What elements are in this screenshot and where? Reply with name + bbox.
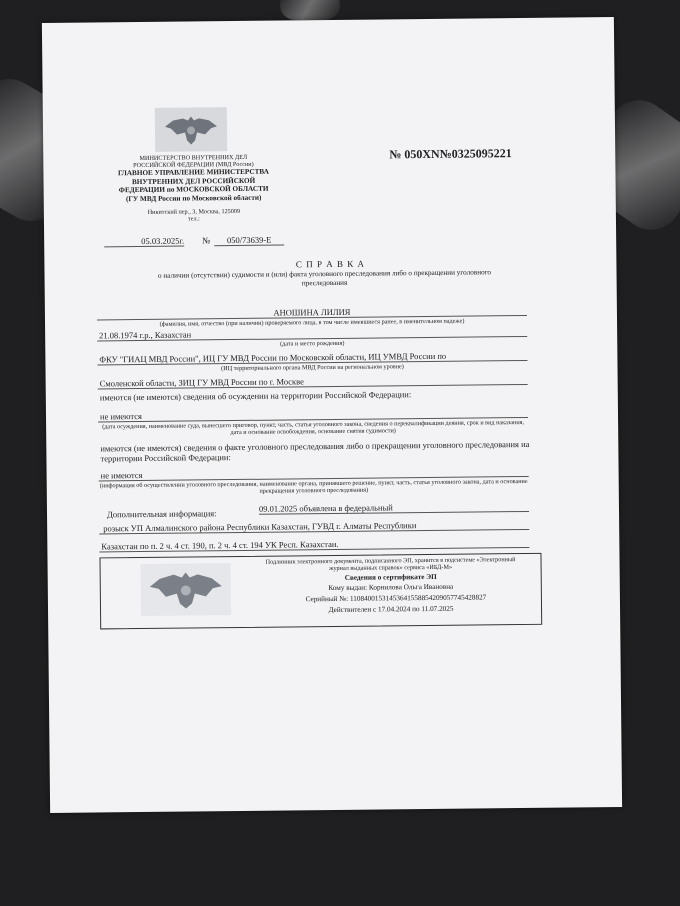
birth-caption: (дата и место рождения) [280, 339, 345, 348]
org-line-3: ГЛАВНОЕ УПРАВЛЕНИЕ МИНИСТЕРСТВА [117, 167, 269, 178]
org-line-5: ФЕДЕРАЦИИ по МОСКОВСКОЙ ОБЛАСТИ [118, 184, 269, 195]
prosecution-caption: (информация об осуществлении уголовного преследования, наименование органа, принявшего решение, пункт, часть, статья уголовного закона, дата и основание прекращения уголовного преследования) [99, 477, 528, 495]
address: Никитский пер., 3, Москва, 125009 [147, 207, 241, 216]
document-subtitle: о наличии (отсутствии) судимости и (или) факта уголовного преследования либо о прекращении уголовного преследования [157, 268, 492, 287]
certificate-emblem [141, 563, 232, 616]
issuer-caption: (ИЦ территориального органа МВД России на региональном уровне) [221, 363, 404, 373]
issue-date: 05.03.2025г. [104, 236, 184, 248]
certificate-issued-to: Кому выдан: Корнилова Ольга Ивановна [328, 582, 454, 593]
prosecution-heading: имеются (не имеются) сведения о факте уголовного преследования либо о прекращении уголовного преследования на территории Российской Федерации: [100, 438, 530, 464]
certificate-document [42, 17, 622, 813]
convictions-caption: (дата осуждения, наименование суда, вынесшего приговор, пункт, часть, статья уголовного закона, сведения о переквалификации деяния, срок и вид наказания, дата и основание освобождения, основание снятия судимости) [102, 418, 525, 437]
additional-line-2: розыск УП Алмалинского района Республики Казахстан, ГУВД г. Алматы Республики [103, 520, 417, 534]
birth-info: 21.08.1974 г.р., Казахстан [99, 329, 192, 341]
name-caption: (фамилия, имя, отчество (при наличии) проверяемого лица, в том числе имевшиеся ранее, в именительном падеже) [159, 317, 465, 328]
certificate-note: Подлинник электронного документа, подписанного ЭП, хранится в подсистеме «Электронный журнал выданных справок» сервиса «ИБД-М» [265, 556, 516, 573]
emblem-top [155, 107, 227, 152]
org-line-2: РОССИЙСКОЙ ФЕДЕРАЦИИ (МВД России) [133, 160, 254, 170]
convictions-value: не имеются [99, 410, 142, 422]
convictions-heading: имеются (не имеются) сведения об осуждении на территории Российской Федерации: [99, 389, 412, 403]
org-line-1: МИНИСТЕРСТВО ВНУТРЕННИХ ДЕЛ [139, 153, 248, 163]
certificate-title: Сведения о сертификате ЭП [344, 572, 437, 582]
document-title: С П Р А В К А [295, 258, 365, 270]
background-glare-top [280, 0, 340, 20]
issuer-line-1: ФКУ "ГИАЦ МВД России", ИЦ ГУ МВД России по Московской области, ИЦ УМВД России по [99, 350, 447, 365]
org-line-4: ВНУТРЕННИХ ДЕЛ РОССИЙСКОЙ [131, 176, 256, 186]
double-headed-eagle-icon [146, 566, 226, 613]
signature-certificate-box [99, 553, 542, 630]
org-line-6: (ГУ МВД России по Московской области) [125, 193, 262, 203]
person-name: АНОШИНА ЛИЛИЯ [273, 306, 351, 318]
prosecution-value: не имеются [100, 469, 143, 481]
tel-label: тел.: [187, 215, 200, 223]
certificate-serial: Серийный №: 1108400153145364155885420905774542882​7 [305, 593, 487, 604]
double-headed-eagle-icon [161, 110, 221, 149]
org-header [103, 153, 284, 223]
issuer-line-2: Смоленской области, ЗИЦ ГУ МВД России по г. Москве [99, 376, 304, 389]
reg-number: 050/73639-Е [214, 234, 284, 246]
additional-line-1: 09.01.2025 объявлена в федеральный [258, 502, 393, 514]
number-label: № [202, 235, 211, 246]
additional-label: Дополнительная информация: [106, 508, 217, 520]
additional-line-3: Казахстан по п. 2 ч. 4 ст. 190, п. 2 ч. 4 ст. 194 УК Респ. Казахстан. [101, 538, 339, 552]
document-serial: № 050ХN№0325095221 [389, 146, 512, 162]
certificate-validity: Действителен с 17.04.2024 по 11.07.2025 [328, 604, 454, 615]
